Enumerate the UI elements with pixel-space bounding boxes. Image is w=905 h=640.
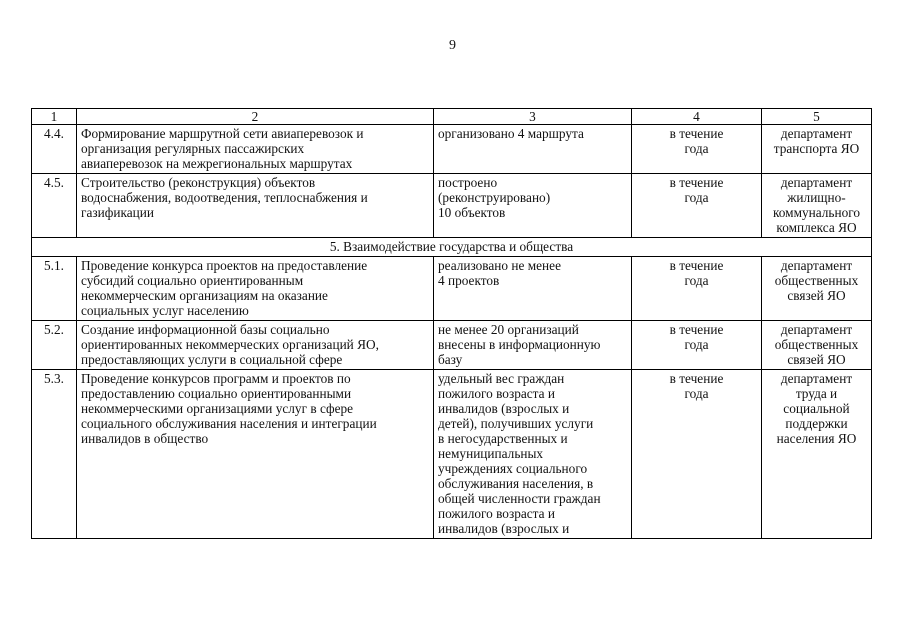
event-cell bbox=[77, 370, 434, 539]
table-body-section-5-title bbox=[32, 238, 872, 257]
section-title: 5. Взаимодействие государства и общества bbox=[32, 238, 872, 257]
result-cell bbox=[434, 125, 632, 174]
responsible-cell-line: поддержки bbox=[785, 416, 848, 431]
period-cell bbox=[632, 370, 762, 539]
result-cell-line: пожилого возраста и bbox=[438, 506, 555, 521]
responsible-cell bbox=[762, 125, 872, 174]
responsible-cell-line: связей ЯО bbox=[787, 288, 846, 303]
event-cell-line: Проведение конкурса проектов на предоставление bbox=[81, 258, 368, 273]
result-cell-line: общей численности граждан bbox=[438, 491, 601, 506]
period-cell bbox=[632, 174, 762, 238]
event-cell-line: некоммерческими организациями услуг в сфере bbox=[81, 401, 354, 416]
responsible-cell-line: департамент bbox=[780, 258, 853, 273]
result-cell-line: инвалидов (взрослых и bbox=[438, 401, 570, 416]
responsible-cell-line: социальной bbox=[783, 401, 850, 416]
header-row bbox=[32, 109, 872, 125]
result-cell-line: не менее 20 организаций bbox=[438, 322, 579, 337]
period-cell-line: в течение bbox=[669, 371, 724, 386]
responsible-cell bbox=[762, 370, 872, 539]
column-header-event: 2 bbox=[77, 109, 434, 125]
event-cell-line: социальных услуг населению bbox=[81, 303, 249, 318]
event-cell bbox=[77, 257, 434, 321]
event-cell-line: авиаперевозок на межрегиональных маршрутах bbox=[81, 156, 353, 171]
event-cell-line: водоснабжения, водоотведения, теплоснабжения и bbox=[81, 190, 368, 205]
period-cell-line: в течение bbox=[669, 258, 724, 273]
table-row bbox=[32, 125, 872, 174]
responsible-cell-line: комплекса ЯО bbox=[776, 220, 857, 235]
event-cell bbox=[77, 174, 434, 238]
row-number: 5.2. bbox=[32, 321, 77, 370]
responsible-cell-line: департамент bbox=[780, 126, 853, 141]
column-header-responsible: 5 bbox=[762, 109, 872, 125]
period-cell-line: года bbox=[684, 386, 709, 401]
result-cell-line: удельный вес граждан bbox=[438, 371, 565, 386]
responsible-cell-line: общественных bbox=[774, 273, 859, 288]
result-cell-line: детей), получивших услуги bbox=[438, 416, 594, 431]
result-cell-line: реализовано не менее bbox=[438, 258, 561, 273]
section-row bbox=[32, 238, 872, 257]
result-cell bbox=[434, 257, 632, 321]
row-number: 5.3. bbox=[32, 370, 77, 539]
event-cell-line: некоммерческим организациям на оказание bbox=[81, 288, 328, 303]
result-cell-line: учреждениях социального bbox=[438, 461, 588, 476]
result-cell-line: пожилого возраста и bbox=[438, 386, 555, 401]
column-header-result: 3 bbox=[434, 109, 632, 125]
responsible-cell-line: связей ЯО bbox=[787, 352, 846, 367]
responsible-cell-line: департамент bbox=[780, 322, 853, 337]
row-number: 4.5. bbox=[32, 174, 77, 238]
result-cell-line: базу bbox=[438, 352, 463, 367]
event-cell-line: организация регулярных пассажирских bbox=[81, 141, 305, 156]
table-row bbox=[32, 321, 872, 370]
result-cell bbox=[434, 370, 632, 539]
event-cell-line: предоставляющих услуги в социальной сфере bbox=[81, 352, 343, 367]
responsible-cell-line: коммунального bbox=[772, 205, 861, 220]
responsible-cell-line: общественных bbox=[774, 337, 859, 352]
table-body-section-4 bbox=[32, 125, 872, 238]
table-body-section-5 bbox=[32, 257, 872, 539]
period-cell-line: года bbox=[684, 273, 709, 288]
period-cell-line: года bbox=[684, 141, 709, 156]
event-cell-line: субсидий социально ориентированным bbox=[81, 273, 304, 288]
responsible-cell-line: жилищно- bbox=[787, 190, 846, 205]
column-header-num: 1 bbox=[32, 109, 77, 125]
responsible-cell-line: департамент bbox=[780, 175, 853, 190]
page-number: 9 bbox=[449, 38, 456, 53]
responsible-cell-line: населения ЯО bbox=[776, 431, 857, 446]
result-cell-line: немуниципальных bbox=[438, 446, 544, 461]
table-row bbox=[32, 257, 872, 321]
responsible-cell-line: труда и bbox=[795, 386, 838, 401]
result-cell-line: в негосударственных и bbox=[438, 431, 568, 446]
period-cell bbox=[632, 321, 762, 370]
activity-plan-table bbox=[31, 108, 872, 539]
result-cell-line: (реконструировано) bbox=[438, 190, 551, 205]
period-cell-line: года bbox=[684, 190, 709, 205]
responsible-cell bbox=[762, 174, 872, 238]
event-cell bbox=[77, 125, 434, 174]
result-cell-line: построено bbox=[438, 175, 498, 190]
result-cell-line: 4 проектов bbox=[438, 273, 500, 288]
event-cell-line: газификации bbox=[81, 205, 154, 220]
period-cell-line: в течение bbox=[669, 175, 724, 190]
column-header-period: 4 bbox=[632, 109, 762, 125]
responsible-cell bbox=[762, 257, 872, 321]
event-cell-line: Создание информационной базы социально bbox=[81, 322, 330, 337]
result-cell bbox=[434, 174, 632, 238]
result-cell bbox=[434, 321, 632, 370]
table-row bbox=[32, 370, 872, 539]
result-cell-line: обслуживания населения, в bbox=[438, 476, 594, 491]
row-number: 5.1. bbox=[32, 257, 77, 321]
period-cell bbox=[632, 257, 762, 321]
event-cell-line: Строительство (реконструкция) объектов bbox=[81, 175, 316, 190]
period-cell-line: в течение bbox=[669, 322, 724, 337]
event-cell-line: социального обслуживания населения и интеграции bbox=[81, 416, 377, 431]
result-cell-line: внесены в информационную bbox=[438, 337, 601, 352]
row-number: 4.4. bbox=[32, 125, 77, 174]
event-cell-line: ориентированных некоммерческих организаций ЯО, bbox=[81, 337, 379, 352]
event-cell-line: предоставлению социально ориентированными bbox=[81, 386, 352, 401]
event-cell-line: инвалидов в общество bbox=[81, 431, 209, 446]
responsible-cell bbox=[762, 321, 872, 370]
responsible-cell-line: департамент bbox=[780, 371, 853, 386]
result-cell-line: организовано 4 маршрута bbox=[438, 126, 584, 141]
event-cell-line: Формирование маршрутной сети авиаперевозок и bbox=[81, 126, 364, 141]
responsible-cell-line: транспорта ЯО bbox=[773, 141, 860, 156]
event-cell bbox=[77, 321, 434, 370]
period-cell-line: в течение bbox=[669, 126, 724, 141]
period-cell-line: года bbox=[684, 337, 709, 352]
result-cell-line: 10 объектов bbox=[438, 205, 506, 220]
result-cell-line: инвалидов (взрослых и bbox=[438, 521, 570, 536]
table-row bbox=[32, 174, 872, 238]
period-cell bbox=[632, 125, 762, 174]
event-cell-line: Проведение конкурсов программ и проектов по bbox=[81, 371, 351, 386]
